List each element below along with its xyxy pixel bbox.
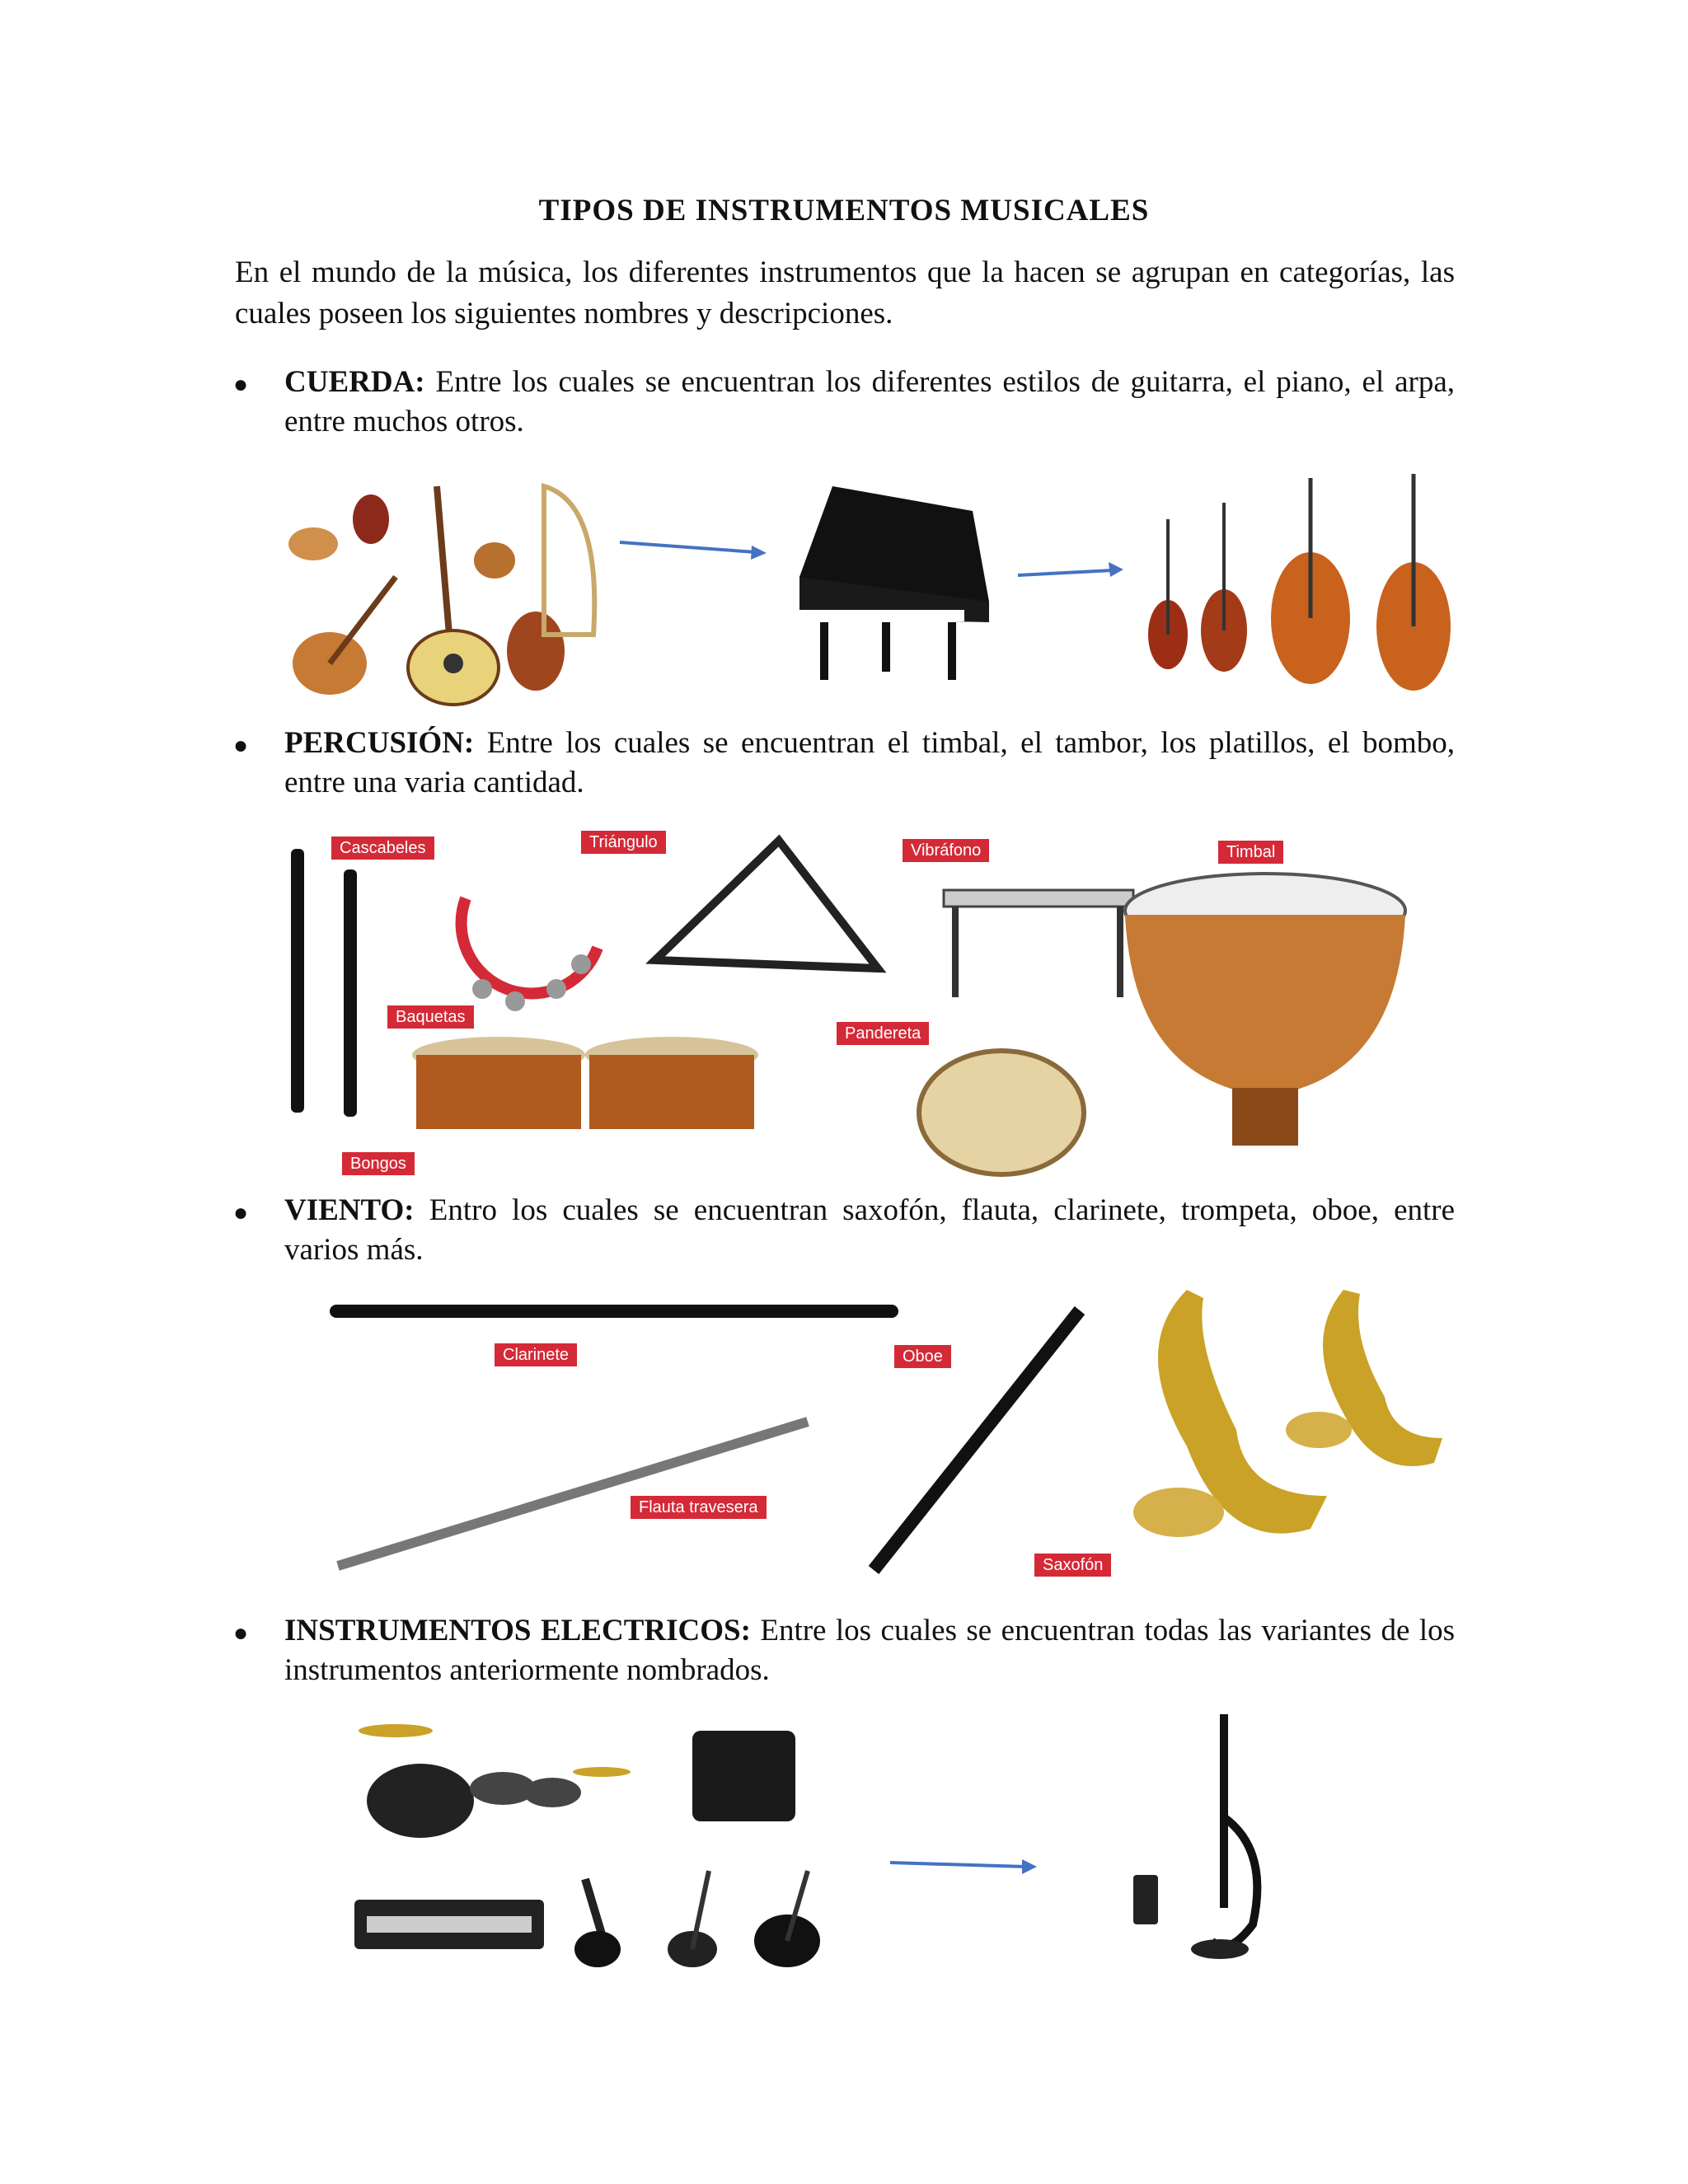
electric-violin-image [1129, 1710, 1278, 1974]
label-vibrafono: Vibráfono [903, 839, 989, 862]
section-electricos [284, 1611, 1455, 1690]
label-cascabeles: Cascabeles [331, 837, 434, 860]
section-name: PERCUSIÓN: [284, 726, 475, 760]
page-title: TIPOS DE INSTRUMENTOS MUSICALES [538, 194, 1150, 227]
label-oboe: Oboe [894, 1345, 951, 1368]
label-pandereta: Pandereta [837, 1022, 929, 1045]
section-viento [284, 1191, 1455, 1270]
intro-paragraph: En el mundo de la música, los diferentes instrumentos que la hacen se agrupan en categorías, las cuales poseen los siguientes nombres y descripciones. [235, 255, 1455, 330]
piano-image [783, 478, 997, 684]
section-text: Entro los cuales se encuentran saxofón, flauta, clarinete, trompeta, oboe, entre varios más. [284, 1193, 1456, 1267]
section-percusion [284, 724, 1455, 803]
label-flauta-travesera: Flauta travesera [631, 1496, 767, 1519]
label-saxofon: Saxofón [1034, 1554, 1111, 1577]
section-name: INSTRUMENTOS ELECTRICOS: [284, 1614, 751, 1647]
label-triangulo: Triángulo [581, 831, 666, 854]
section-text: Entre los cuales se encuentran el timbal, el tambor, los platillos, el bombo, entre una varia cantidad. [284, 726, 1456, 799]
arrow-icon [1018, 559, 1125, 583]
section-cuerda [284, 363, 1455, 442]
bowed-strings-family-image [1142, 470, 1455, 692]
label-timbal: Timbal [1218, 841, 1283, 864]
label-baquetas: Baquetas [387, 1005, 474, 1029]
bullet-icon: ● [233, 1199, 249, 1226]
arrow-icon [890, 1854, 1039, 1879]
bullet-icon: ● [233, 371, 249, 398]
bullet-icon: ● [233, 1619, 249, 1647]
wind-instruments-collage-image [321, 1282, 1459, 1599]
section-text: Entre los cuales se encuentran los diferentes estilos de guitarra, el piano, el arpa, entre muchos otros. [284, 365, 1455, 438]
label-bongos: Bongos [342, 1152, 415, 1175]
electric-instruments-collage-image [338, 1714, 849, 1978]
section-text: Entre los cuales se encuentran todas las variantes de los instrumentos anteriormente nombrados. [284, 1614, 1455, 1687]
section-name: VIENTO: [284, 1193, 415, 1227]
string-instruments-collage-image [280, 470, 610, 709]
label-clarinete: Clarinete [495, 1343, 577, 1366]
arrow-icon [620, 536, 768, 560]
section-name: CUERDA: [284, 365, 425, 399]
bullet-icon: ● [233, 732, 249, 759]
